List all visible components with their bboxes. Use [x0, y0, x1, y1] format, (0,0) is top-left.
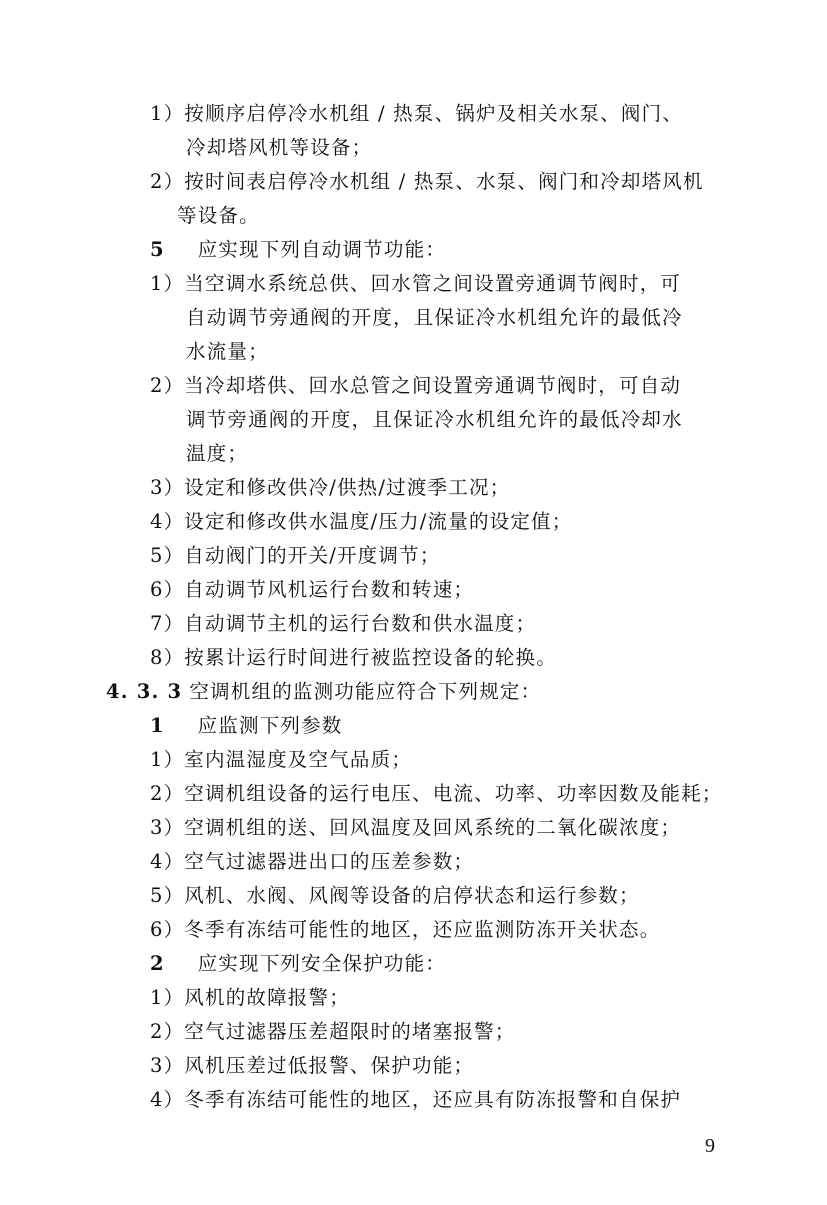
clause-5-heading [150, 238, 446, 262]
text-line-23: 4）空气过滤器进出口的压差参数； [150, 850, 475, 873]
clause-text: 应实现下列安全保护功能： [197, 952, 446, 975]
text-line-9: 2）当冷却塔供、回水总管之间设置旁通调节阀时，可自动 [150, 374, 682, 397]
text-line-11: 温度； [186, 442, 249, 465]
text-line-12: 3）设定和修改供冷/供热/过渡季工况； [150, 476, 511, 499]
section-text: 空调机组的监测功能应符合下列规定： [189, 680, 542, 703]
section-4-3-3-heading [106, 680, 541, 704]
text-line-20: 1）室内温湿度及空气品质； [150, 748, 413, 771]
clause-1-heading [150, 714, 343, 738]
text-line-22: 3）空调机组的送、回风温度及回风系统的二氧化碳浓度； [150, 816, 682, 839]
text-line-4: 等设备。 [177, 204, 260, 227]
text-line-3: 2）按时间表启停冷水机组 / 热泵、水泵、阀门和冷却塔风机 [150, 170, 704, 193]
clause-text: 应监测下列参数 [197, 714, 343, 737]
clause-number: 5 [150, 238, 165, 261]
page-number: 9 [705, 1135, 715, 1157]
text-line-16: 7）自动调节主机的运行台数和供水温度； [150, 612, 537, 635]
clause-text: 应实现下列自动调节功能： [197, 238, 446, 261]
text-line-2: 冷却塔风机等设备； [186, 136, 373, 159]
clause-number: 1 [150, 714, 165, 737]
clause-number: 2 [150, 952, 165, 975]
text-line-1: 1）按顺序启停冷水机组 / 热泵、锅炉及相关水泵、阀门、 [150, 102, 683, 125]
text-line-6: 1）当空调水系统总供、回水管之间设置旁通调节阀时，可 [150, 272, 682, 295]
text-line-21: 2）空调机组设备的运行电压、电流、功率、功率因数及能耗； [150, 782, 723, 805]
section-number: 4. 3. 3 [106, 680, 183, 703]
text-line-10: 调节旁通阀的开度，且保证冷水机组允许的最低冷却水 [186, 408, 683, 431]
text-line-17: 8）按累计运行时间进行被监控设备的轮换。 [150, 646, 557, 669]
text-line-15: 6）自动调节风机运行台数和转速； [150, 578, 475, 601]
text-line-27: 1）风机的故障报警； [150, 986, 350, 1009]
text-line-29: 3）风机压差过低报警、保护功能； [150, 1054, 475, 1077]
text-line-25: 6）冬季有冻结可能性的地区，还应监测防冻开关状态。 [150, 918, 661, 941]
text-line-13: 4）设定和修改供水温度/压力/流量的设定值； [150, 510, 573, 533]
text-line-24: 5）风机、水阀、风阀等设备的启停状态和运行参数； [150, 884, 640, 907]
text-line-30: 4）冬季有冻结可能性的地区，还应具有防冻报警和自保护 [150, 1088, 682, 1111]
text-line-14: 5）自动阀门的开关/开度调节； [150, 544, 441, 567]
clause-2-heading [150, 952, 446, 976]
text-line-8: 水流量； [186, 340, 269, 363]
text-line-28: 2）空气过滤器压差超限时的堵塞报警； [150, 1020, 516, 1043]
text-line-7: 自动调节旁通阀的开度，且保证冷水机组允许的最低冷 [186, 306, 683, 329]
